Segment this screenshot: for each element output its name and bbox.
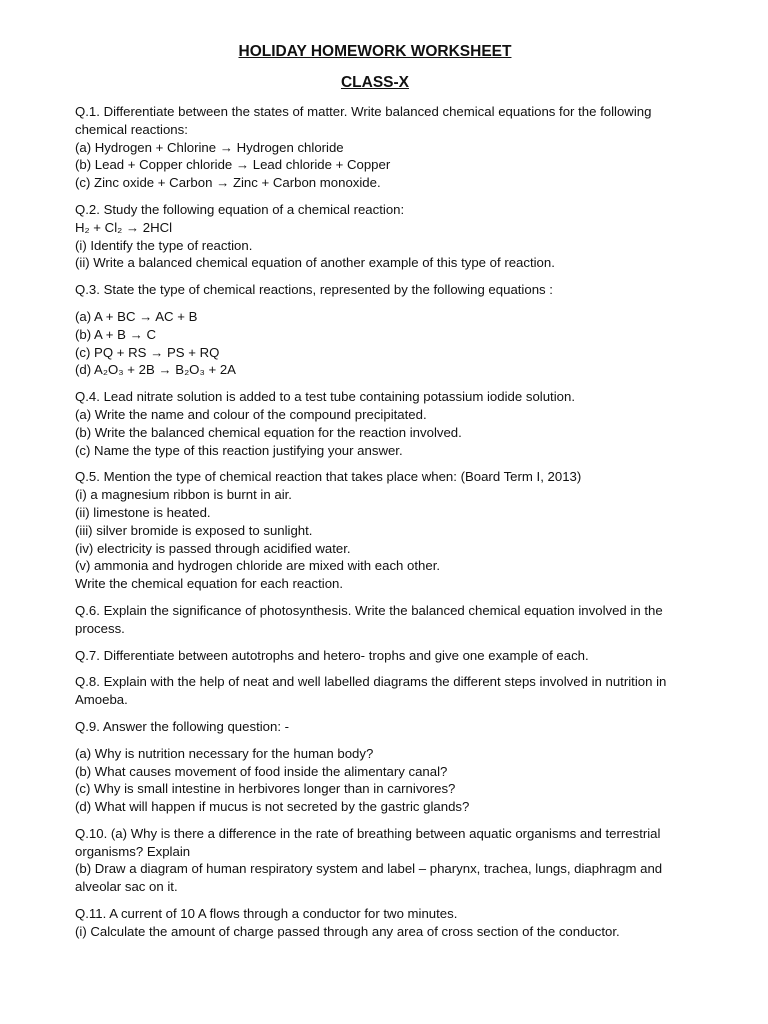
- question-line: (a) Why is nutrition necessary for the human body?: [75, 745, 374, 761]
- question-line: (a) Write the name and colour of the compound precipitated.: [75, 406, 427, 422]
- question-line: (i) Identify the type of reaction.: [75, 237, 253, 253]
- question-line: (ii) Write a balanced chemical equation of another example of this type of reaction.: [75, 255, 555, 271]
- question-6: [75, 602, 675, 638]
- question-line: Q.3. State the type of chemical reactions, represented by the following equations :: [75, 282, 553, 298]
- question-7: [75, 647, 675, 665]
- question-line: process.: [75, 620, 125, 636]
- question-3-equations: [75, 308, 675, 379]
- question-line: (c) Why is small intestine in herbivores longer than in carnivores?: [75, 781, 456, 797]
- equation-line: (c) PQ + RS → PS + RQ: [75, 344, 220, 360]
- question-8: [75, 673, 675, 709]
- question-9-parts: [75, 745, 675, 816]
- question-10: [75, 825, 675, 896]
- question-1: [75, 103, 675, 192]
- question-line: (b) What causes movement of food inside the alimentary canal?: [75, 763, 448, 779]
- question-line: (c) Name the type of this reaction justifying your answer.: [75, 442, 403, 458]
- question-4: [75, 388, 675, 459]
- question-line: Q.10. (a) Why is there a difference in the rate of breathing between aquatic organisms and terrestrial: [75, 825, 661, 841]
- question-11: [75, 905, 675, 941]
- question-line: (a) Hydrogen + Chlorine → Hydrogen chloride: [75, 139, 344, 155]
- question-line: Q.8. Explain with the help of neat and well labelled diagrams the different steps involved in nutrition in: [75, 674, 667, 690]
- worksheet-page: [75, 40, 675, 950]
- question-9: [75, 718, 675, 736]
- question-line: (i) a magnesium ribbon is burnt in air.: [75, 487, 292, 503]
- question-3: [75, 281, 675, 299]
- question-line: Write the chemical equation for each reaction.: [75, 576, 344, 592]
- question-line: alveolar sac on it.: [75, 879, 178, 895]
- question-line: chemical reactions:: [75, 121, 188, 137]
- question-line: Q.5. Mention the type of chemical reaction that takes place when: (Board Term I, 2013): [75, 469, 582, 485]
- question-line: (iii) silver bromide is exposed to sunlight.: [75, 522, 313, 538]
- equation-line: H₂ + Cl₂ → 2HCl: [75, 219, 173, 235]
- question-line: organisms? Explain: [75, 843, 191, 859]
- question-line: (b) Draw a diagram of human respiratory system and label – pharynx, trachea, lungs, diaphragm and: [75, 861, 663, 877]
- equation-line: (b) A + B → C: [75, 326, 156, 342]
- question-2: [75, 201, 675, 272]
- question-line: (c) Zinc oxide + Carbon → Zinc + Carbon monoxide.: [75, 175, 381, 191]
- equation-line: (a) A + BC → AC + B: [75, 308, 198, 324]
- question-line: Q.7. Differentiate between autotrophs and hetero- trophs and give one example of each.: [75, 647, 589, 663]
- question-line: Q.4. Lead nitrate solution is added to a test tube containing potassium iodide solution.: [75, 389, 575, 405]
- question-line: (v) ammonia and hydrogen chloride are mixed with each other.: [75, 558, 441, 574]
- question-line: (b) Lead + Copper chloride → Lead chloride + Copper: [75, 157, 391, 173]
- question-line: Q.2. Study the following equation of a chemical reaction:: [75, 201, 405, 217]
- question-line: (ii) limestone is heated.: [75, 504, 211, 520]
- question-line: Q.1. Differentiate between the states of matter. Write balanced chemical equations for the following: [75, 104, 652, 119]
- question-line: (i) Calculate the amount of charge passed through any area of cross section of the conductor.: [75, 923, 620, 939]
- worksheet-title: HOLIDAY HOMEWORK WORKSHEET: [238, 43, 512, 60]
- question-line: (iv) electricity is passed through acidified water.: [75, 540, 351, 556]
- question-line: (d) What will happen if mucus is not secreted by the gastric glands?: [75, 799, 470, 815]
- question-line: Amoeba.: [75, 692, 128, 708]
- question-line: Q.9. Answer the following question: -: [75, 718, 290, 734]
- equation-line: (d) A₂O₃ + 2B → B₂O₃ + 2A: [75, 362, 236, 378]
- question-line: Q.11. A current of 10 A flows through a conductor for two minutes.: [75, 906, 458, 922]
- question-line: Q.6. Explain the significance of photosynthesis. Write the balanced chemical equation involved in the: [75, 602, 663, 618]
- question-line: (b) Write the balanced chemical equation for the reaction involved.: [75, 424, 462, 440]
- question-5: [75, 468, 675, 593]
- class-heading: CLASS-X: [340, 74, 410, 91]
